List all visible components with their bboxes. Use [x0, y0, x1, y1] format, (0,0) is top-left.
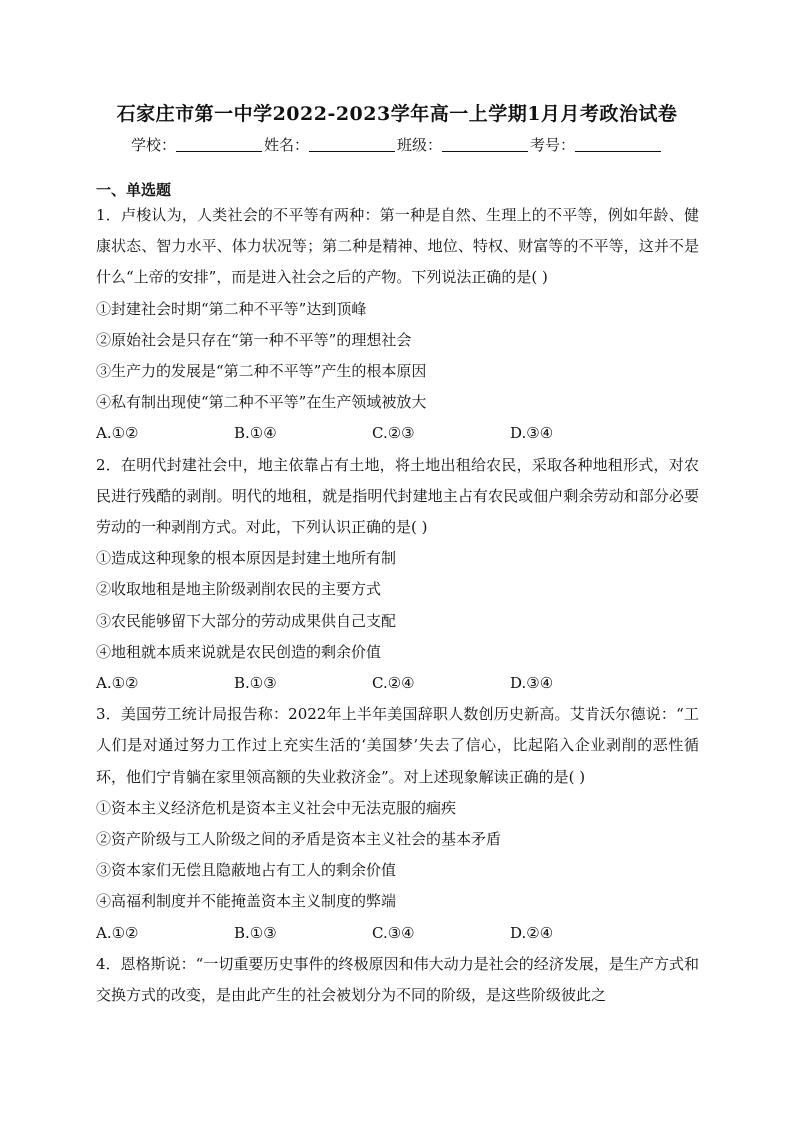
- statement-item: ①造成这种现象的根本原因是封建土地所有制: [96, 549, 397, 568]
- choice-b[interactable]: B.①④: [234, 424, 277, 443]
- statement-item: ①封建社会时期“第二种不平等”达到顶峰: [96, 299, 367, 318]
- name-blank[interactable]: [309, 135, 395, 152]
- school-label: 学校：: [130, 136, 176, 154]
- statement-item: ④私有制出现使“第二种不平等”在生产领域被放大: [96, 393, 427, 412]
- exam-number-label: 考号：: [530, 136, 576, 154]
- statement-item: ④地租就本质来说就是农民创造的剩余价值: [96, 642, 382, 661]
- exam-number-blank[interactable]: [575, 135, 661, 152]
- school-blank[interactable]: [176, 135, 262, 152]
- question-stem: 4．恩格斯说：“一切重要历史事件的终极原因和伟大动力是社会的经济发展，是生产方式和交换方式的改变，是由此产生的社会被划分为不同的阶级，是这些阶级彼此之: [96, 954, 699, 1005]
- answer-choices: [96, 668, 699, 699]
- answer-choices: [96, 418, 699, 449]
- question-3: [96, 699, 699, 949]
- statement-item: ③资本家们无偿且隐蔽地占有工人的剩余价值: [96, 861, 397, 880]
- choice-d[interactable]: D.③④: [510, 674, 554, 693]
- student-info-row: [0, 133, 794, 157]
- statement-item: ④高福利制度并不能掩盖资本主义制度的弊端: [96, 892, 397, 911]
- name-label: 姓名：: [263, 136, 309, 154]
- question-list: [96, 200, 699, 1011]
- section-title: 一、单选题: [96, 181, 172, 199]
- question-stem: 3．美国劳工统计局报告称：2022年上半年美国辞职人数创历史新高。艾肯沃尔德说：“工人们是对通过努力工作过上充实生活的‘美国梦’失去了信心，比起陷入企业剥削的恶性循环，他们宁肯躺在家里领高额的失业救济金”。对上述现象解读正确的是( ): [96, 705, 699, 786]
- statement-item: ②资产阶级与工人阶级之间的矛盾是资本主义社会的基本矛盾: [96, 830, 502, 849]
- class-label: 班级：: [397, 136, 443, 154]
- class-blank[interactable]: [442, 135, 528, 152]
- exam-title: 石家庄市第一中学2022-2023学年高一上学期1月月考政治试卷: [116, 103, 678, 125]
- choice-a[interactable]: A.①②: [96, 923, 139, 942]
- choice-b[interactable]: B.①③: [234, 674, 277, 693]
- statement-item: ②原始社会是只存在“第一种不平等”的理想社会: [96, 330, 412, 349]
- choice-d[interactable]: D.③④: [510, 424, 554, 443]
- choice-c[interactable]: C.②④: [372, 674, 415, 693]
- question-1: [96, 200, 699, 450]
- choice-c[interactable]: C.②③: [372, 424, 415, 443]
- statement-item: ②收取地租是地主阶级剥削农民的主要方式: [96, 580, 382, 599]
- statement-item: ③生产力的发展是“第二种不平等”产生的根本原因: [96, 362, 427, 381]
- answer-choices: [96, 918, 699, 949]
- statement-item: ③农民能够留下大部分的劳动成果供自己支配: [96, 611, 397, 630]
- question-stem: 2．在明代封建社会中，地主依靠占有土地，将土地出租给农民，采取各种地租形式，对农民进行残酷的剥削。明代的地租，就是指明代封建地主占有农民或佃户剩余劳动和部分必要劳动的一种剥削方式。对此，下列认识正确的是( ): [96, 455, 699, 537]
- choice-d[interactable]: D.②④: [510, 923, 554, 942]
- question-2: [96, 450, 699, 700]
- choice-a[interactable]: A.①②: [96, 424, 139, 443]
- statement-item: ①资本主义经济危机是资本主义社会中无法克服的痼疾: [96, 798, 457, 817]
- question-stem: 1．卢梭认为，人类社会的不平等有两种：第一种是自然、生理上的不平等，例如年龄、健康状态、智力水平、体力状况等；第二种是精神、地位、特权、财富等的不平等，这并不是什么“上帝的安排”，而是进入社会之后的产物。下列说法正确的是( ): [96, 206, 699, 287]
- choice-c[interactable]: C.③④: [372, 923, 415, 942]
- choice-b[interactable]: B.①③: [234, 923, 277, 942]
- question-4: [96, 949, 699, 1011]
- choice-a[interactable]: A.①②: [96, 674, 139, 693]
